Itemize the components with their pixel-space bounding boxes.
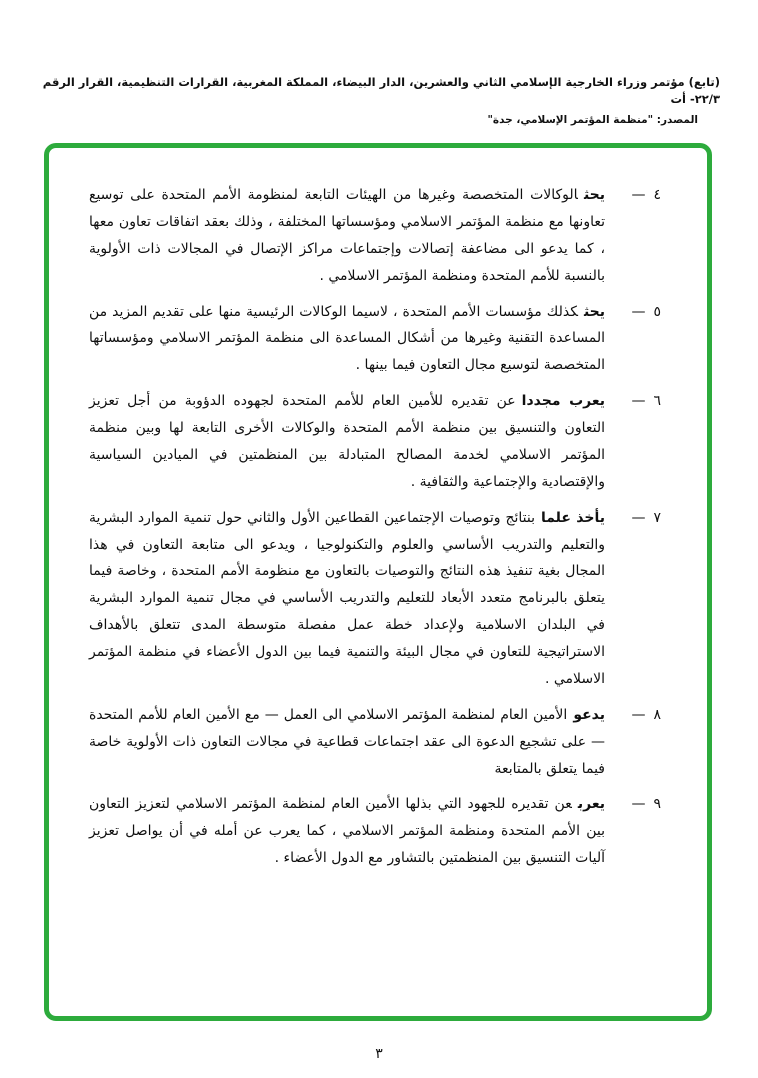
clause-body: كذلك مؤسسات الأمم المتحدة ، لاسيما الوكالات الرئيسية منها على تقديم المزيد من المساعدة التقنية وغيرها من أشكال المساعدة الى منظمة المؤتمر الاسلامي ومؤسساتها المتخصصة لتوسيع مجال التعاون فيما بينها . xyxy=(89,303,605,374)
paragraph-number xyxy=(605,388,661,496)
header-source-line: المصدر: "منظمة المؤتمر الإسلامي، جدة" xyxy=(487,113,698,126)
clause-body: عن تقديره للأمين العام للأمم المتحدة لجهوده الدؤوبة من أجل تعزيز التعاون والتنسيق بين منظمة الأمم المتحدة والوكالات الأخرى التابعة لها وبين منظمة المؤتمر الاسلامي لخدمة المصالح المتبادلة بين المنظمتين في الميادين السياسية والإقتصادية والإجتماعية والثقافية . xyxy=(89,393,605,490)
number-dash: — xyxy=(631,796,646,813)
clause-number: ٥ xyxy=(653,303,661,320)
number-dash: — xyxy=(631,509,646,526)
content-frame xyxy=(44,143,712,1021)
clause-lead-word: يعرب xyxy=(577,796,605,813)
resolution-clause-8 xyxy=(89,702,661,783)
paragraph-number xyxy=(605,702,661,783)
page-number: ٣ xyxy=(375,1046,383,1062)
clause-body: عن تقديره للجهود التي بذلها الأمين العام لمنظمة المؤتمر الاسلامي لتعزيز التعاون بين الأمم المتحدة ومنظمة المؤتمر الاسلامي ، كما يعرب عن أمله في أن يواصل تعزيز آليات التنسيق بين المنظمتين بالتشاور مع الدول الأعضاء . xyxy=(89,796,605,867)
clause-body: الأمين العام لمنظمة المؤتمر الاسلامي الى العمل — مع الأمين العام للأمم المتحدة — على تشجيع الدعوة الى عقد اجتماعات قطاعية في مجالات التعاون ذات الأولوية خاصة فيما يتعلق بالمتابعة xyxy=(89,706,605,777)
header-citation-line: (تابع) مؤتمر وزراء الخارجية الإسلامي الثاني والعشرين، الدار البيضاء، المملكة المغربية، القرارات التنظيمية، القرار الرقم ٢٢/٣- أت xyxy=(42,75,720,107)
number-dash: — xyxy=(631,706,646,723)
clause-lead-word: يدعو xyxy=(573,706,605,723)
clause-text xyxy=(89,791,605,872)
clause-text xyxy=(89,182,605,290)
clause-body: الوكالات المتخصصة وغيرها من الهيئات التابعة لمنظومة الأمم المتحدة على توسيع تعاونها مع منظمة المؤتمر الاسلامي ومؤسساتها المختلفة ، وذلك بعقد اتفاقات تعاون معها ، كما يدعو الى مضاعفة إتصالات وإجتماعات مراكز الإتصال في المجالات ذات الأولوية بالنسبة للأمم المتحدة ومنظمة المؤتمر الاسلامي . xyxy=(89,187,605,284)
page-footer xyxy=(0,1046,758,1062)
clause-lead-word: يحث xyxy=(583,187,605,203)
resolution-clause-9 xyxy=(89,791,661,872)
paragraph-number xyxy=(605,505,661,693)
clause-lead-word: يحث xyxy=(583,303,605,320)
clause-body: بنتائج وتوصيات الإجتماعين القطاعين الأول والثاني حول تنمية الموارد البشرية والتعليم والتدريب الأساسي والعلوم والتكنولوجيا ، ويدعو الى متابعة التعاون في هذا المجال بغية تنفيذ هذه النتائج والتوصيات بالتعاون مع منظومة الأمم المتحدة ، وخاصة فيما يتعلق بالبرنامج متعدد الأبعاد للتعليم والتدريب الأساسي في مجال تنمية الموارد البشرية في البلدان الاسلامية ولإعداد خطة عمل مفصلة متوسطة المدى تتعلق بالأهداف الاستراتيجية للتعاون في مجال البيئة والتنمية فيما بين الدول الأعضاء في منظمة المؤتمر الاسلامي . xyxy=(89,509,605,687)
resolution-clause-7 xyxy=(89,505,661,693)
clause-number: ٧ xyxy=(653,509,661,526)
paragraph-number xyxy=(605,299,661,380)
number-dash: — xyxy=(631,393,646,410)
paragraph-number xyxy=(605,182,661,290)
clause-number: ٨ xyxy=(653,706,661,723)
clause-number: ٦ xyxy=(653,393,661,410)
clause-text xyxy=(89,299,605,380)
clause-lead-word: يأخذ علما xyxy=(541,509,605,526)
clause-number: ٤ xyxy=(653,187,661,203)
resolution-clause-5 xyxy=(89,299,661,380)
number-dash: — xyxy=(631,187,646,203)
clause-text xyxy=(89,702,605,783)
number-dash: — xyxy=(631,303,646,320)
document-header xyxy=(30,74,720,126)
clause-lead-word: يعرب مجددا xyxy=(521,393,606,410)
resolution-clause-4 xyxy=(89,182,661,290)
clause-text xyxy=(89,505,605,693)
clause-number: ٩ xyxy=(653,796,661,813)
paragraph-number xyxy=(605,791,661,872)
resolution-clause-6 xyxy=(89,388,661,496)
clause-text xyxy=(89,388,605,496)
